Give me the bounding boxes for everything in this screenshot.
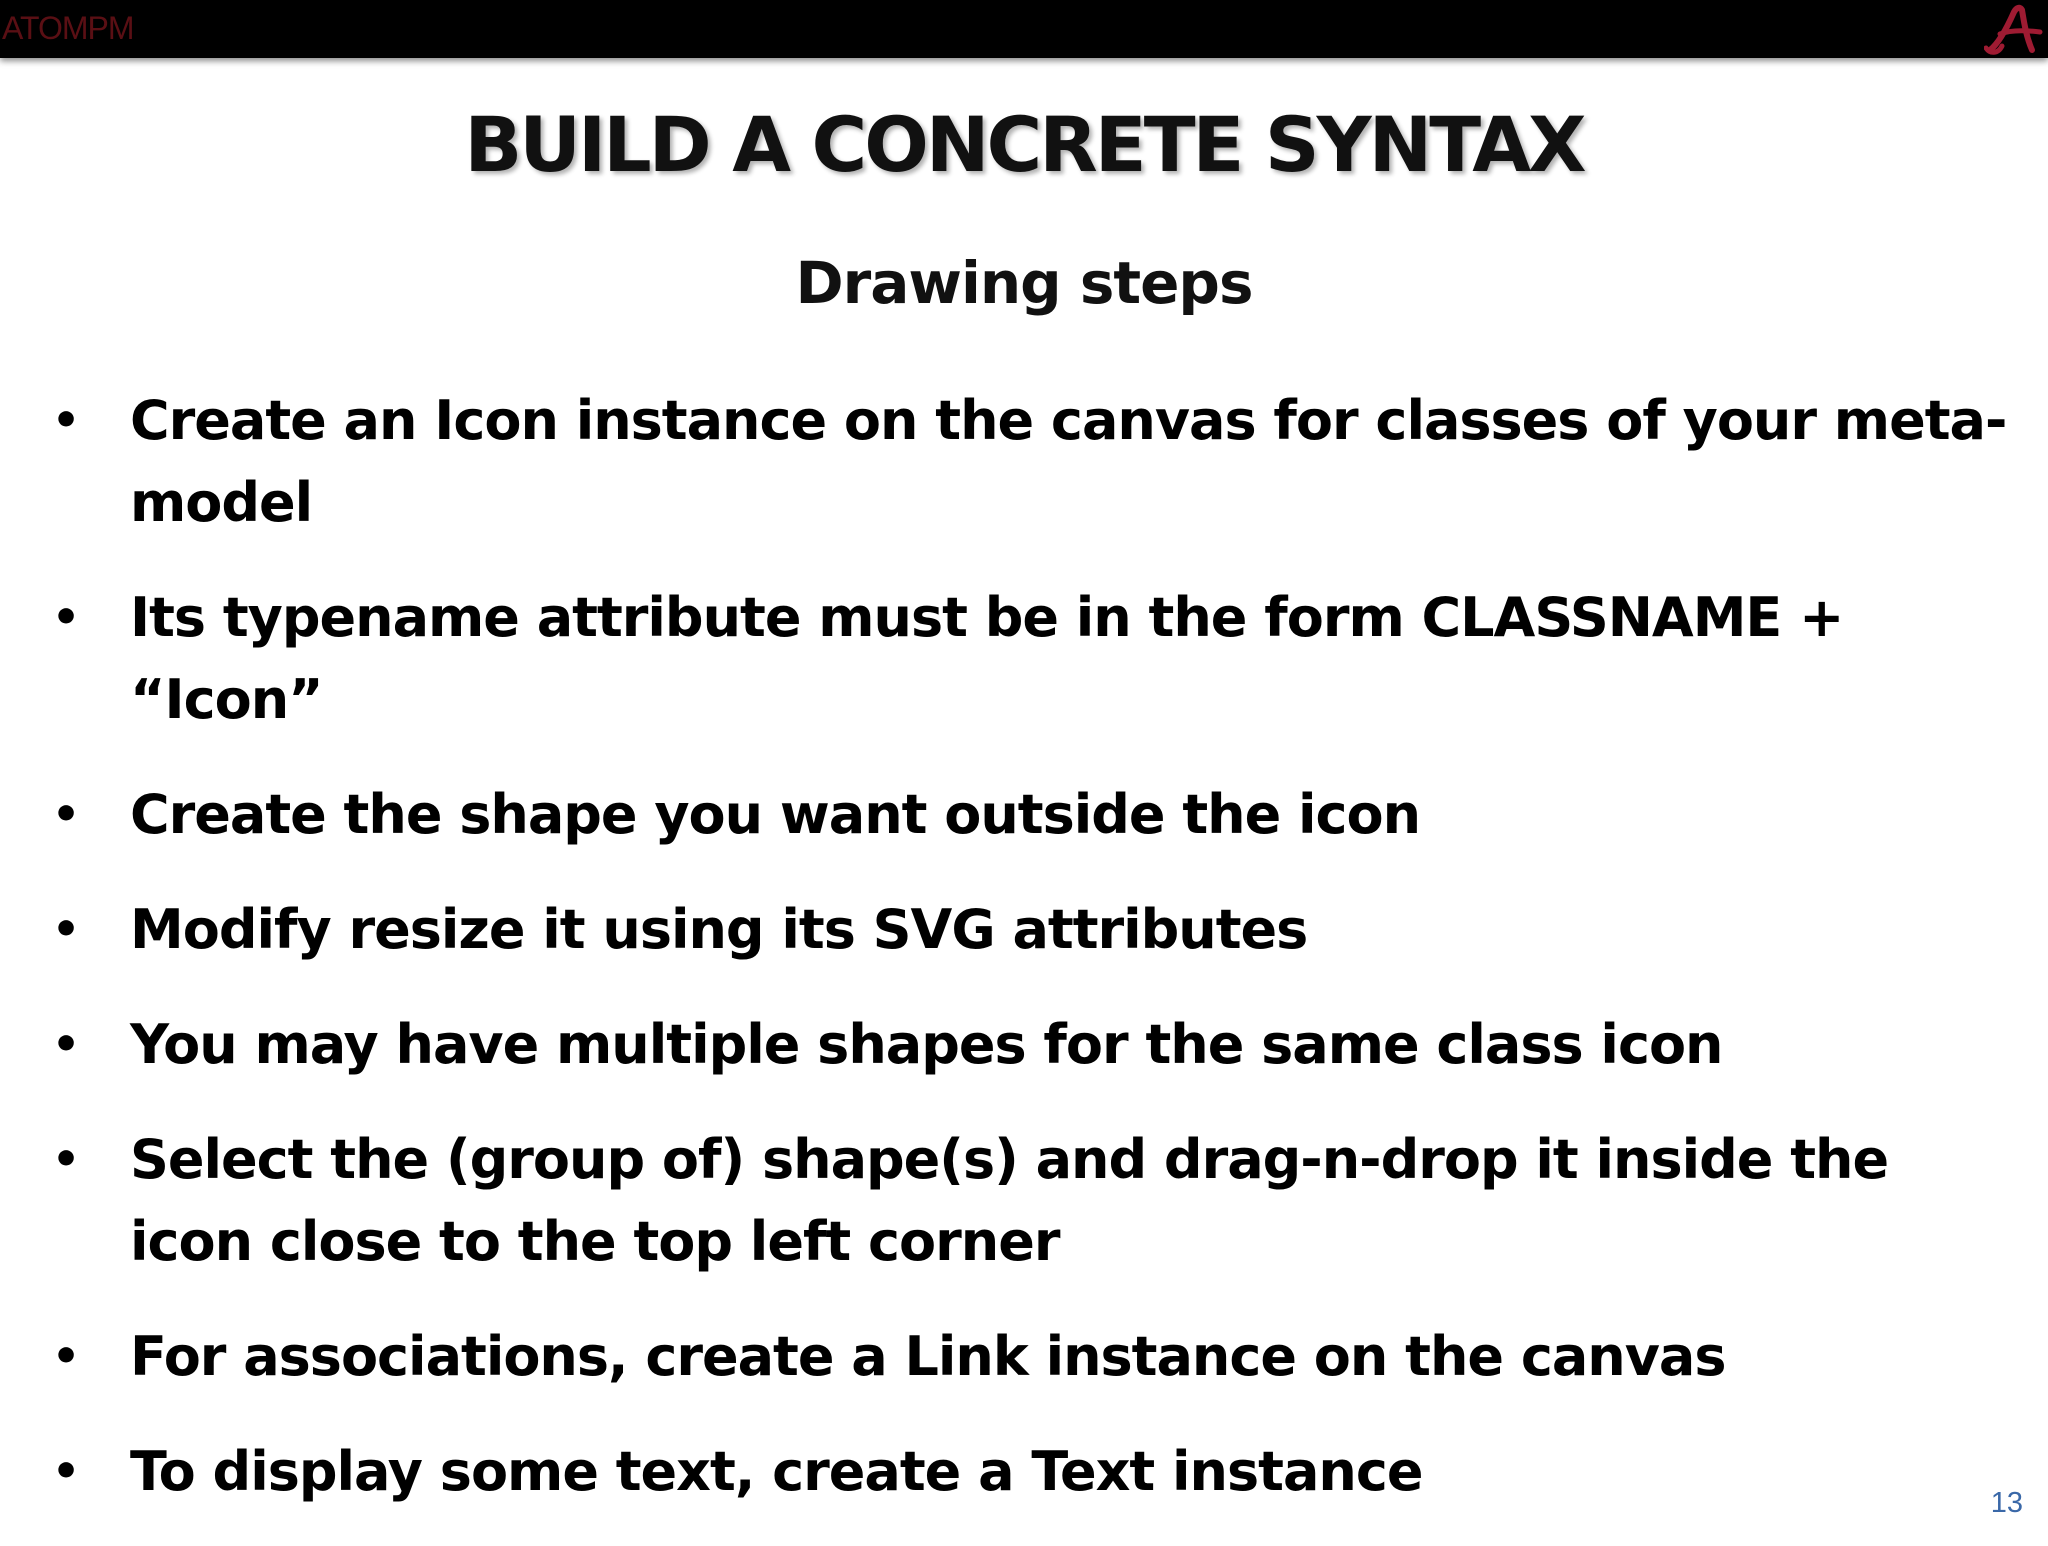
bullet-dot: •: [52, 1331, 80, 1382]
bullet-dot: •: [52, 592, 80, 643]
bullet-dot: •: [52, 904, 80, 955]
bullet-text: Create an Icon instance on the canvas for classes of your meta-model: [130, 389, 2007, 534]
bullet-text: To display some text, create a Text instance: [130, 1440, 1423, 1503]
slide-subtitle: Drawing steps: [795, 249, 1253, 317]
atompm-logo: ATOMPM: [2, 10, 134, 46]
bullet-item: [52, 889, 2022, 971]
page-number: 13: [1990, 1487, 2023, 1519]
bullet-text: You may have multiple shapes for the same class icon: [130, 1013, 1723, 1076]
bullet-item: [52, 1431, 2022, 1513]
bullet-item: [52, 1316, 2022, 1398]
bullet-text: For associations, create a Link instance on the canvas: [130, 1325, 1726, 1388]
bullet-text: Its typename attribute must be in the form CLASSNAME + “Icon”: [130, 586, 1844, 731]
bullet-dot: •: [52, 1446, 80, 1497]
bullet-text: Create the shape you want outside the icon: [130, 783, 1421, 846]
bullet-item: [52, 1119, 2022, 1283]
bullet-item: [52, 1004, 2022, 1086]
bullet-dot: •: [52, 395, 80, 446]
top-banner: [0, 0, 2048, 58]
slide-title: BUILD A CONCRETE SYNTAX: [464, 100, 1584, 189]
script-a-logo-icon: [1984, 0, 2048, 58]
bullet-item: [52, 774, 2022, 856]
bullet-text: Modify resize it using its SVG attributes: [130, 898, 1308, 961]
bullet-list: [52, 380, 2022, 1546]
bullet-dot: •: [52, 789, 80, 840]
bullet-dot: •: [52, 1019, 80, 1070]
bullet-text: Select the (group of) shape(s) and drag-n-drop it inside the icon close to the top left corner: [130, 1128, 1889, 1273]
bullet-item: [52, 380, 2022, 544]
bullet-item: [52, 577, 2022, 741]
bullet-dot: •: [52, 1134, 80, 1185]
